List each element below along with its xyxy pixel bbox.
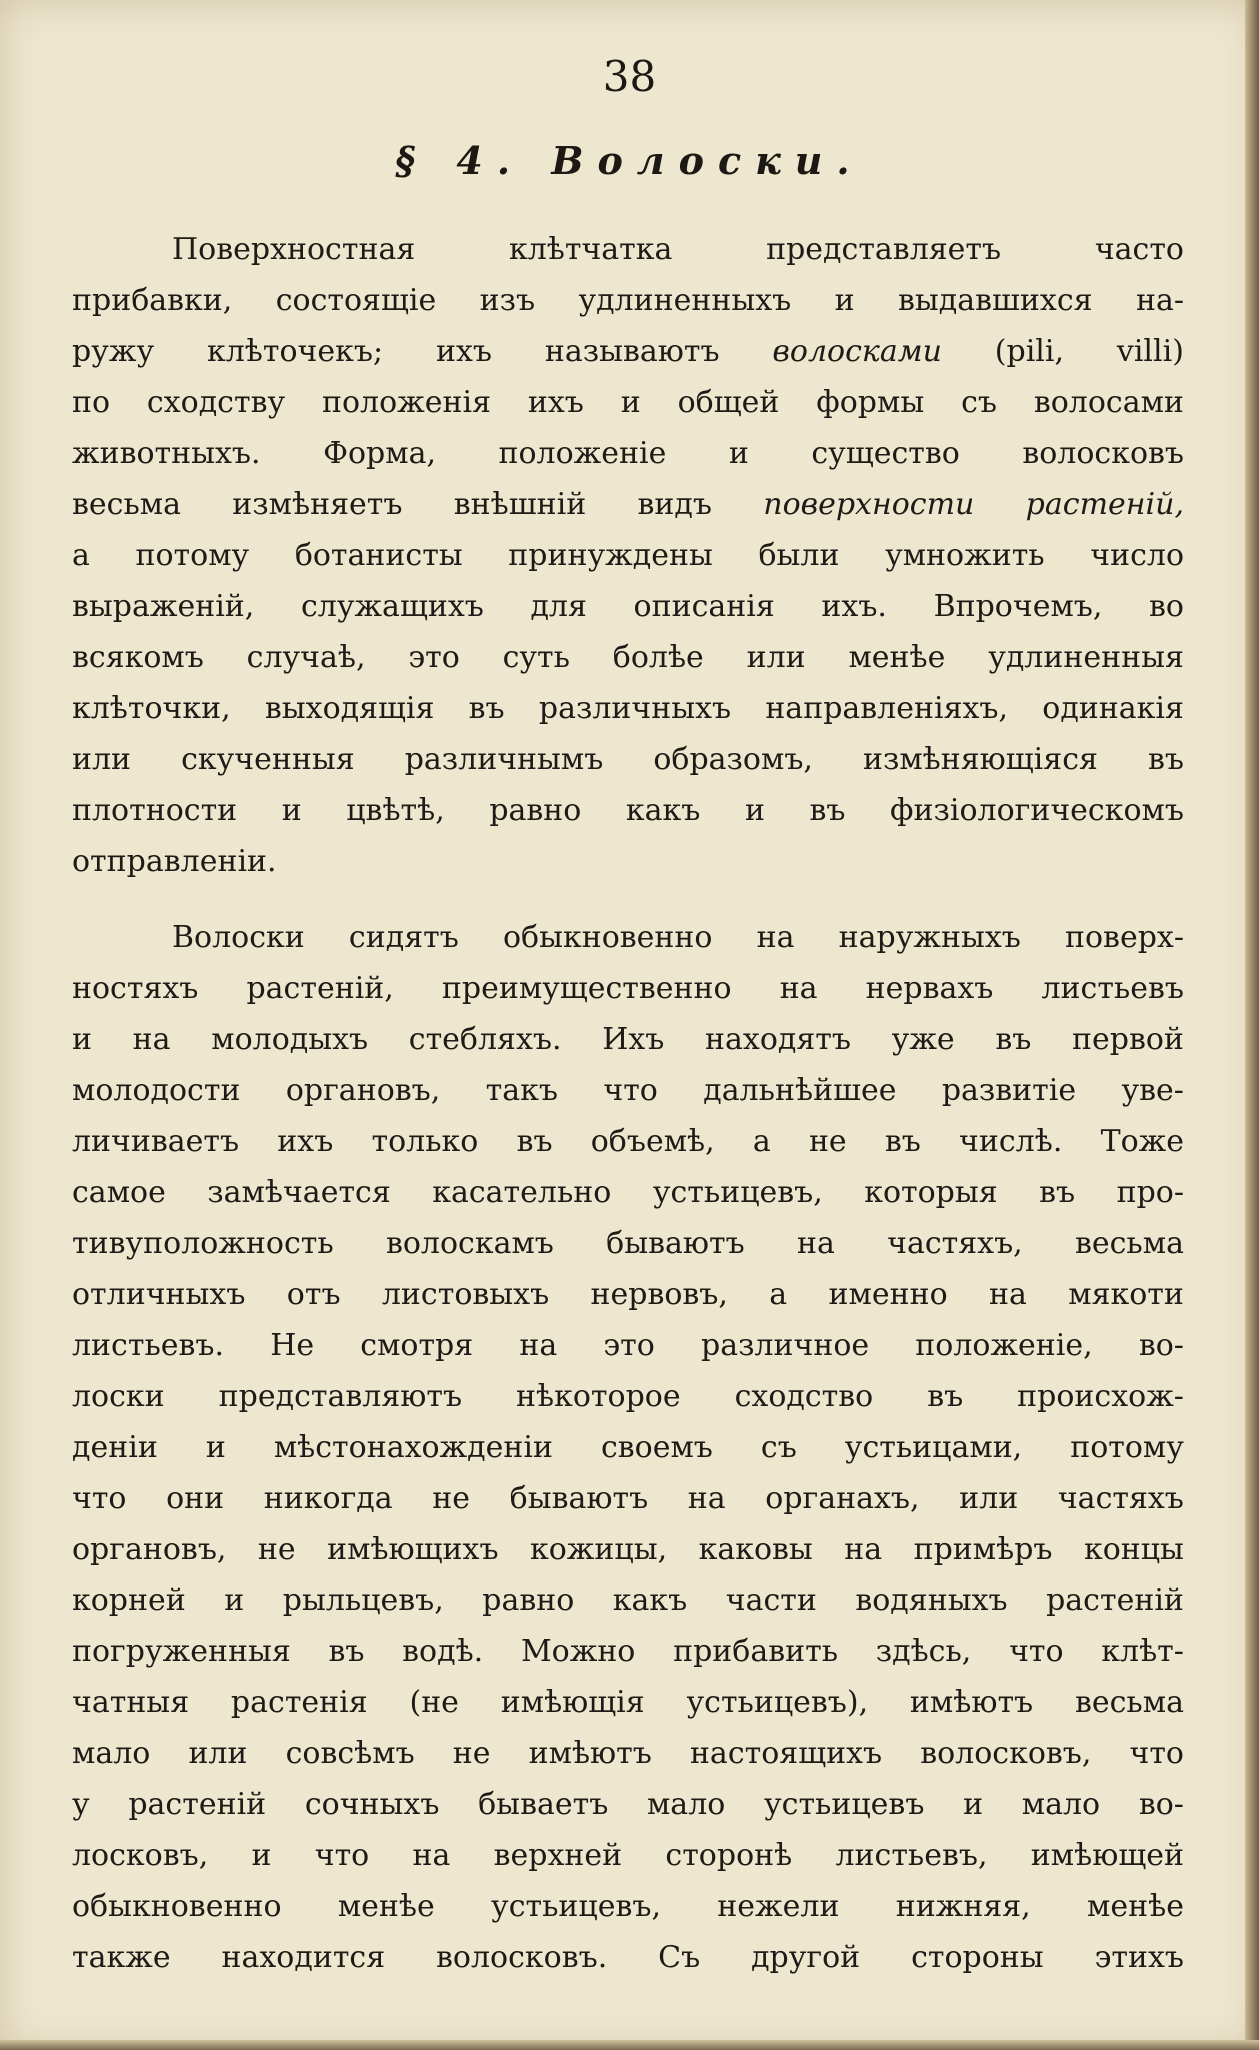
word: сходство <box>734 1379 874 1414</box>
word: преимущественно <box>441 971 732 1006</box>
word: отъ <box>286 1277 341 1312</box>
word: каковы <box>698 1532 813 1567</box>
word: (не <box>409 1685 459 1720</box>
word: на <box>519 1328 558 1363</box>
word: органовъ, <box>72 1532 227 1567</box>
text-line <box>72 1932 1184 1983</box>
word: поверхности <box>763 487 975 522</box>
text-line <box>72 530 1184 581</box>
page-edge-bottom <box>0 2040 1259 2050</box>
text-line <box>72 1524 1184 1575</box>
word: выходящія <box>264 691 435 726</box>
word: устьицами, <box>844 1430 1023 1465</box>
word: уве- <box>1121 1073 1184 1108</box>
word: описанія <box>633 589 775 624</box>
word: Форма, <box>323 436 436 471</box>
word: волосковъ, <box>920 1736 1092 1771</box>
word: у <box>72 1787 90 1822</box>
word: ботанисты <box>294 538 463 573</box>
word: имѣютъ <box>909 1685 1034 1720</box>
word: волосками <box>772 334 942 369</box>
word: самое <box>72 1175 166 1210</box>
word: концы <box>1083 1532 1184 1567</box>
text-line <box>72 1779 1184 1830</box>
word: мало <box>1021 1787 1101 1822</box>
word: на <box>412 1838 451 1873</box>
word: что <box>72 1481 127 1516</box>
word: положеніе, <box>915 1328 1093 1363</box>
word: что <box>314 1838 370 1873</box>
word: въ <box>927 1379 964 1414</box>
paragraph-1 <box>72 224 1184 887</box>
word: объемѣ, <box>590 1124 715 1159</box>
word: бываютъ <box>606 1226 745 1261</box>
word: весьма <box>1074 1226 1184 1261</box>
word: животныхъ. <box>72 436 261 471</box>
word: поверх- <box>1065 920 1184 955</box>
word: формы <box>816 385 925 420</box>
word: Впрочемъ, <box>933 589 1103 624</box>
word: части <box>725 1583 817 1618</box>
word: деніи <box>72 1430 158 1465</box>
word: не <box>432 1481 471 1516</box>
word: растеній <box>128 1787 267 1822</box>
word: частяхъ <box>1057 1481 1184 1516</box>
word: Волоски <box>172 920 305 955</box>
word: имѣютъ <box>528 1736 652 1771</box>
word: Можно <box>520 1634 636 1669</box>
text-line <box>72 836 1184 887</box>
word: волосковъ. <box>436 1940 608 1975</box>
word: клѣточекъ; <box>206 334 384 369</box>
word: во- <box>1138 1787 1184 1822</box>
word: чатныя <box>72 1685 190 1720</box>
word: сидятъ <box>348 920 459 955</box>
word: клѣт- <box>1101 1634 1184 1669</box>
word: образомъ, <box>653 742 813 777</box>
word: на <box>687 1481 726 1516</box>
word: и <box>72 1022 92 1057</box>
word: случаѣ, <box>246 640 366 675</box>
text-line <box>72 1422 1184 1473</box>
word: существо <box>811 436 960 471</box>
word: бываютъ <box>509 1481 649 1516</box>
word: ностяхъ <box>72 971 199 1006</box>
word: а <box>769 1277 788 1312</box>
word: всякомъ <box>72 640 204 675</box>
word: физіологическомъ <box>890 793 1184 828</box>
word: въ <box>468 691 505 726</box>
word: нижняя, <box>895 1889 1031 1924</box>
word: суть <box>502 640 570 675</box>
word: Тоже <box>1100 1124 1184 1159</box>
word: удлиненныя <box>988 640 1184 675</box>
word: а <box>72 538 90 573</box>
word: различнымъ <box>404 742 604 777</box>
word: замѣчается <box>207 1175 391 1210</box>
text-line <box>72 1881 1184 1932</box>
word: клѣтчатка <box>508 232 673 267</box>
word: про- <box>1116 1175 1184 1210</box>
page-edge-right <box>1245 0 1259 2050</box>
word: и <box>224 1583 245 1618</box>
word: въ <box>328 1634 365 1669</box>
word: состоящіе <box>275 283 437 318</box>
word: внѣшній <box>453 487 587 522</box>
word: на <box>756 920 795 955</box>
word: одинакія <box>1042 691 1184 726</box>
word: различныхъ <box>538 691 732 726</box>
word: въ <box>1147 742 1184 777</box>
word: нѣкоторое <box>516 1379 681 1414</box>
word: въ <box>884 1124 921 1159</box>
word: нервахъ <box>865 971 994 1006</box>
word: волоскамъ <box>385 1226 554 1261</box>
word: равно <box>482 1583 575 1618</box>
word: представляетъ <box>766 232 1002 267</box>
text-line <box>72 224 1184 275</box>
word: этихъ <box>1094 1940 1184 1975</box>
word: прибавить <box>673 1634 839 1669</box>
word: водяныхъ <box>855 1583 1008 1618</box>
word: Съ <box>658 1940 701 1975</box>
word: что <box>1129 1736 1184 1771</box>
text-line <box>72 428 1184 479</box>
word: на <box>779 971 818 1006</box>
word: которыя <box>864 1175 998 1210</box>
word: не <box>452 1736 491 1771</box>
word: отличныхъ <box>72 1277 246 1312</box>
word: смотря <box>360 1328 474 1363</box>
word: видъ <box>637 487 712 522</box>
word: не <box>257 1532 296 1567</box>
word: это <box>603 1328 655 1363</box>
word: какъ <box>625 793 701 828</box>
word: villi) <box>1116 334 1184 369</box>
word: на- <box>1135 283 1184 318</box>
word: сходству <box>146 385 286 420</box>
word: по <box>72 385 111 420</box>
word: листьевъ, <box>835 1838 988 1873</box>
word: они <box>166 1481 225 1516</box>
word: положенія <box>321 385 492 420</box>
word: въ <box>995 1022 1032 1057</box>
word: листьевъ <box>1041 971 1184 1006</box>
word: какъ <box>612 1583 688 1618</box>
text-line <box>72 1320 1184 1371</box>
text-line <box>72 734 1184 785</box>
text-line <box>72 785 1184 836</box>
word: устьицевъ), <box>686 1685 869 1720</box>
word: находится <box>221 1940 386 1975</box>
word: растеній, <box>246 971 394 1006</box>
word: или <box>72 742 132 777</box>
word: листовыхъ <box>381 1277 550 1312</box>
text-line <box>72 1371 1184 1422</box>
word: изъ <box>479 283 536 318</box>
word: стебляхъ. <box>408 1022 562 1057</box>
word: молодыхъ <box>211 1022 369 1057</box>
word: для <box>530 589 587 624</box>
word: измѣняющіяся <box>862 742 1098 777</box>
word: органахъ, <box>765 1481 920 1516</box>
word: ихъ <box>527 385 584 420</box>
text-line <box>72 1167 1184 1218</box>
word: это <box>408 640 460 675</box>
word: именно <box>828 1277 948 1312</box>
word: и <box>205 1430 226 1465</box>
word: на <box>796 1226 835 1261</box>
word: имѣющія <box>500 1685 645 1720</box>
word: и <box>728 436 749 471</box>
text-line <box>72 581 1184 632</box>
word: выдавшихся <box>898 283 1093 318</box>
text-line <box>72 1473 1184 1524</box>
word: развитіе <box>941 1073 1077 1108</box>
word: ружу <box>72 334 155 369</box>
word: устьицевъ <box>764 1787 925 1822</box>
word: равно <box>489 793 582 828</box>
word: личиваетъ <box>72 1124 240 1159</box>
word: удлиненныхъ <box>578 283 792 318</box>
word: отправленіи. <box>72 844 277 879</box>
word: верхней <box>493 1838 623 1873</box>
word: нежели <box>717 1889 840 1924</box>
word: потому <box>135 538 250 573</box>
word: устьицевъ, <box>652 1175 823 1210</box>
word: имѣющей <box>1030 1838 1184 1873</box>
word: прибавки, <box>72 283 233 318</box>
word: на <box>989 1277 1027 1312</box>
word: и <box>744 793 765 828</box>
word: обыкновенно <box>502 920 713 955</box>
word: менѣе <box>848 640 946 675</box>
word: представляютъ <box>218 1379 463 1414</box>
word: весьма <box>1074 1685 1184 1720</box>
word: и <box>251 1838 272 1873</box>
word: различное <box>700 1328 870 1363</box>
word: цвѣтѣ, <box>346 793 445 828</box>
word: принуждены <box>508 538 713 573</box>
word: потому <box>1070 1430 1184 1465</box>
text-line <box>72 683 1184 734</box>
word: числѣ. <box>959 1124 1063 1159</box>
word: мало <box>72 1736 151 1771</box>
word: съ <box>961 385 997 420</box>
word: въ <box>516 1124 553 1159</box>
word: первой <box>1072 1022 1184 1057</box>
word: корней <box>72 1583 186 1618</box>
word: во <box>1149 589 1184 624</box>
word: умножить <box>885 538 1045 573</box>
word: мякоти <box>1068 1277 1184 1312</box>
word: листьевъ. <box>72 1328 225 1363</box>
word: клѣточки, <box>72 691 231 726</box>
text-line <box>72 1575 1184 1626</box>
text-line <box>72 632 1184 683</box>
text-line <box>72 1065 1184 1116</box>
word: на <box>132 1022 171 1057</box>
text-line <box>72 1728 1184 1779</box>
word: тивуположность <box>72 1226 334 1261</box>
word: рыльцевъ, <box>282 1583 444 1618</box>
word: въ <box>809 793 846 828</box>
word: общей <box>677 385 780 420</box>
text-line <box>72 377 1184 428</box>
text-line <box>72 1626 1184 1677</box>
word: Поверхностная <box>172 232 416 267</box>
word: органовъ, <box>285 1073 441 1108</box>
word: и <box>834 283 855 318</box>
word: нервовъ, <box>590 1277 728 1312</box>
section-title: § 4. Волоски. <box>395 138 864 183</box>
text-line <box>72 1218 1184 1269</box>
word: также <box>72 1940 171 1975</box>
text-line <box>72 1269 1184 1320</box>
word: выраженій, <box>72 589 255 624</box>
word: или <box>746 640 806 675</box>
word: бываетъ <box>478 1787 609 1822</box>
word: такъ <box>485 1073 558 1108</box>
word: волосами <box>1033 385 1184 420</box>
word: имѣющихъ <box>327 1532 499 1567</box>
text-line <box>72 912 1184 963</box>
word: совсѣмъ <box>285 1736 415 1771</box>
word: мало <box>646 1787 726 1822</box>
word: настоящихъ <box>689 1736 883 1771</box>
word: менѣе <box>337 1889 435 1924</box>
word: менѣе <box>1087 1889 1184 1924</box>
word: растенія <box>230 1685 368 1720</box>
word: болѣе <box>612 640 704 675</box>
word: плотности <box>72 793 238 828</box>
word: только <box>371 1124 479 1159</box>
word: обыкновенно <box>72 1889 282 1924</box>
word: ихъ <box>435 334 492 369</box>
word: и <box>620 385 641 420</box>
word: часто <box>1094 232 1184 267</box>
word: и <box>963 1787 984 1822</box>
text-line <box>72 1014 1184 1065</box>
word: происхож- <box>1017 1379 1184 1414</box>
word: своемъ <box>600 1430 713 1465</box>
word: или <box>959 1481 1019 1516</box>
word: волосковъ <box>1022 436 1184 471</box>
word: въ <box>1039 1175 1076 1210</box>
word: или <box>188 1736 248 1771</box>
word: на <box>844 1532 883 1567</box>
word: не <box>808 1124 847 1159</box>
word: мѣстонахожденіи <box>273 1430 553 1465</box>
word: измѣняетъ <box>232 487 403 522</box>
text-line <box>72 963 1184 1014</box>
word: сторонѣ <box>665 1838 793 1873</box>
word: весьма <box>72 487 181 522</box>
word: ихъ <box>277 1124 334 1159</box>
word: Не <box>270 1328 315 1363</box>
word: служащихъ <box>300 589 484 624</box>
word: что <box>603 1073 658 1108</box>
word: растеній, <box>1025 487 1184 522</box>
word: лоски <box>72 1379 165 1414</box>
word: направленіяхъ, <box>765 691 1009 726</box>
word: лосковъ, <box>72 1838 209 1873</box>
word: здѣсь, <box>875 1634 972 1669</box>
word: растеній <box>1046 1583 1184 1618</box>
text-line <box>72 275 1184 326</box>
word: Ихъ <box>602 1022 665 1057</box>
word: находятъ <box>705 1022 851 1057</box>
word: были <box>758 538 840 573</box>
word: число <box>1090 538 1184 573</box>
word: примѣръ <box>913 1532 1053 1567</box>
word: молодости <box>72 1073 241 1108</box>
word: ихъ. <box>821 589 887 624</box>
word: положеніе <box>498 436 667 471</box>
word: уже <box>891 1022 955 1057</box>
word: стороны <box>911 1940 1044 1975</box>
word: сочныхъ <box>304 1787 440 1822</box>
text-line <box>72 1116 1184 1167</box>
text-line <box>72 1677 1184 1728</box>
word: называютъ <box>544 334 720 369</box>
word: устьицевъ, <box>491 1889 661 1924</box>
word: кожицы, <box>530 1532 668 1567</box>
word: никогда <box>263 1481 393 1516</box>
word: а <box>752 1124 771 1159</box>
word: скученныя <box>181 742 355 777</box>
word: во- <box>1138 1328 1184 1363</box>
paragraph-2 <box>72 912 1184 1983</box>
text-line <box>72 1830 1184 1881</box>
word: водѣ. <box>402 1634 484 1669</box>
text-line <box>72 479 1184 530</box>
word: частяхъ, <box>887 1226 1023 1261</box>
word: касательно <box>432 1175 612 1210</box>
word: что <box>1009 1634 1064 1669</box>
word: погруженныя <box>72 1634 291 1669</box>
text-line <box>72 326 1184 377</box>
word: наружныхъ <box>838 920 1021 955</box>
word: съ <box>760 1430 797 1465</box>
word: другой <box>751 1940 861 1975</box>
word: и <box>281 793 302 828</box>
page-number: 38 <box>602 52 657 101</box>
word: дальнѣйшее <box>703 1073 897 1108</box>
word: (pili, <box>994 334 1065 369</box>
